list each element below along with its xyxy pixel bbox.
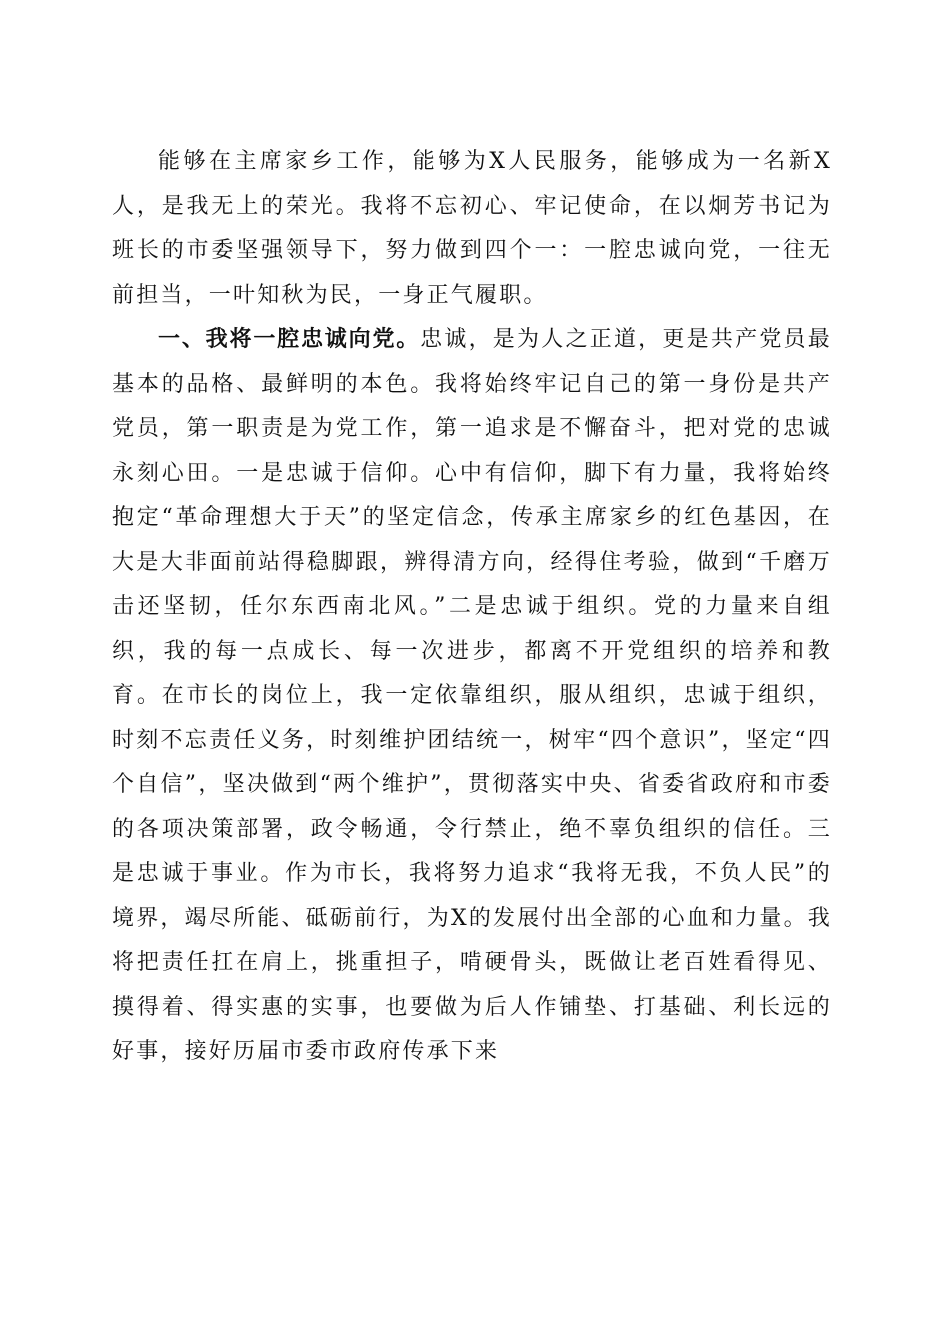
section-one-text: 忠诚，是为人之正道，更是共产党员最基本的品格、最鲜明的本色。我将始终牢记自己的第一身份是共产党员，第一职责是为党工作，第一追求是不懈奋斗，把对党的忠诚永刻心田。一是忠诚于信仰。心中有信仰，脚下有力量，我将始终抱定“革命理想大于天”的坚定信念，传承主席家乡的红色基因，在大是大非面前站得稳脚跟，辨得清方向，经得住考验，做到“千磨万击还坚韧，任尔东西南北风。”二是忠诚于组织。党的力量来自组织，我的每一点成长、每一次进步，都离不开党组织的培养和教育。在市长的岗位上，我一定依靠组织，服从组织，忠诚于组织，时刻不忘责任义务，时刻维护团结统一，树牢“四个意识”，坚定“四个自信”，坚决做到“两个维护”，贯彻落实中央、省委省政府和市委的各项决策部署，政令畅通，令行禁止，绝不辜负组织的信任。三是忠诚于事业。作为市长，我将努力追求“我将无我，不负人民”的境界，竭尽所能、砥砺前行，为X的发展付出全部的心血和力量。我将把责任扛在肩上，挑重担子，啃硬骨头，既做让老百姓看得见、摸得着、得实惠的实事，也要做为后人作铺垫、打基础、利长远的好事，接好历届市委市政府传承下来 <box>112 327 832 1064</box>
intro-paragraph-text: 能够在主席家乡工作，能够为X人民服务，能够成为一名新X人，是我无上的荣光。我将不忘初心、牢记使命，在以炯芳书记为班长的市委坚强领导下，努力做到四个一：一腔忠诚向党，一往无前担当，一叶知秋为民，一身正气履职。 <box>112 149 832 308</box>
document-body <box>112 140 832 1075</box>
section-one-heading: 一、我将一腔忠诚向党。 <box>158 327 421 352</box>
intro-paragraph <box>112 140 832 318</box>
section-one-paragraph <box>112 318 832 1075</box>
